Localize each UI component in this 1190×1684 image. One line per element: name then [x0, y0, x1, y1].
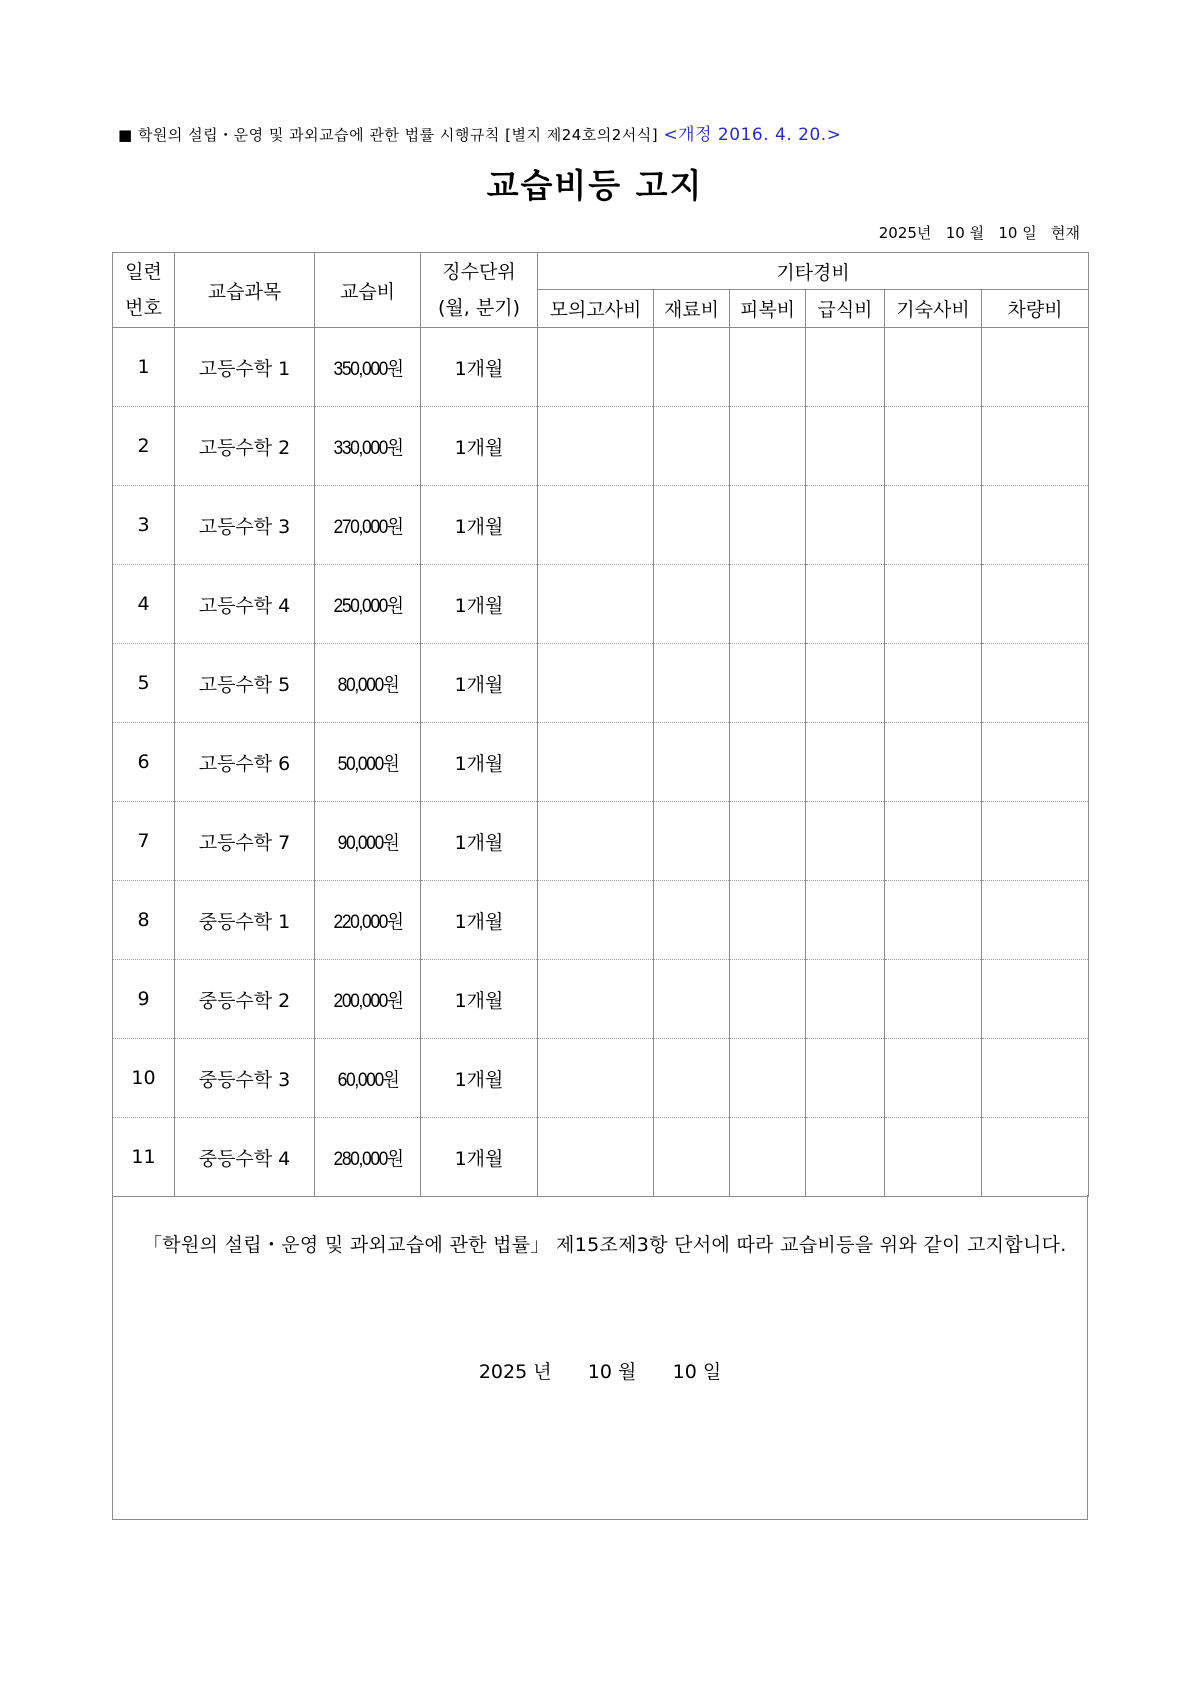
- row-other-expense-cell: [806, 565, 885, 644]
- revision-note: <개정 2016. 4. 20.>: [663, 125, 842, 145]
- row-other-expense-cell: [885, 960, 982, 1039]
- row-other-expense-cell: [982, 486, 1089, 565]
- legal-basis-text: ■ 학원의 설립・운영 및 과외교습에 관한 법률 시행규칙 [별지 제24호의2서식]: [118, 126, 659, 144]
- row-other-expense-cell: [806, 881, 885, 960]
- row-other-expense-cell: [806, 644, 885, 723]
- header-subject: 교습과목: [175, 253, 315, 328]
- row-other-expense-cell: [538, 960, 654, 1039]
- row-other-expense-cell: [654, 723, 730, 802]
- row-other-expense-cell: [538, 486, 654, 565]
- table-row: [113, 328, 1089, 407]
- row-serial-no: 4: [113, 565, 175, 644]
- row-other-expense-cell: [654, 802, 730, 881]
- row-subject: 고등수학 3: [175, 486, 315, 565]
- row-other-expense-cell: [538, 328, 654, 407]
- header-serial-no: 일련 번호: [113, 253, 175, 328]
- row-other-expense-cell: [885, 644, 982, 723]
- row-other-expense-cell: [806, 960, 885, 1039]
- row-other-expense-cell: [885, 407, 982, 486]
- row-subject: 중등수학 3: [175, 1039, 315, 1118]
- row-other-expense-cell: [982, 723, 1089, 802]
- row-other-expense-cell: [806, 723, 885, 802]
- row-other-expense-cell: [654, 1118, 730, 1197]
- row-other-expense-cell: [538, 802, 654, 881]
- header-other-expense-5: 차량비: [982, 290, 1089, 328]
- page-title: 교습비등 고지: [486, 166, 704, 205]
- legal-basis-header: [118, 120, 841, 145]
- table-row: [113, 723, 1089, 802]
- row-other-expense-cell: [982, 1039, 1089, 1118]
- row-other-expense-cell: [982, 565, 1089, 644]
- row-collection-unit: 1개월: [421, 881, 538, 960]
- row-collection-unit: 1개월: [421, 802, 538, 881]
- row-serial-no: 5: [113, 644, 175, 723]
- row-subject: 중등수학 1: [175, 881, 315, 960]
- row-other-expense-cell: [654, 644, 730, 723]
- row-serial-no: 3: [113, 486, 175, 565]
- row-other-expense-cell: [885, 565, 982, 644]
- notice-section: [112, 1195, 1088, 1520]
- row-other-expense-cell: [654, 565, 730, 644]
- row-other-expense-cell: [654, 407, 730, 486]
- row-other-expense-cell: [982, 960, 1089, 1039]
- row-other-expense-cell: [982, 328, 1089, 407]
- row-other-expense-cell: [654, 486, 730, 565]
- row-fee: 60,000원: [319, 1039, 417, 1118]
- row-subject: 중등수학 2: [175, 960, 315, 1039]
- row-serial-no: 6: [113, 723, 175, 802]
- row-fee: 350,000원: [319, 328, 417, 407]
- row-other-expense-cell: [730, 1039, 806, 1118]
- row-other-expense-cell: [885, 802, 982, 881]
- row-fee: 280,000원: [319, 1118, 417, 1197]
- table-row: [113, 486, 1089, 565]
- row-collection-unit: 1개월: [421, 1039, 538, 1118]
- row-other-expense-cell: [806, 328, 885, 407]
- row-collection-unit: 1개월: [421, 644, 538, 723]
- row-other-expense-cell: [730, 802, 806, 881]
- header-other-expense-1: 재료비: [654, 290, 730, 328]
- table-row: [113, 960, 1089, 1039]
- table-row: [113, 407, 1089, 486]
- row-other-expense-cell: [982, 802, 1089, 881]
- header-collection-unit: 징수단위 (월, 분기): [421, 253, 538, 328]
- row-other-expense-cell: [730, 723, 806, 802]
- row-other-expense-cell: [730, 960, 806, 1039]
- row-subject: 중등수학 4: [175, 1118, 315, 1197]
- row-other-expense-cell: [982, 644, 1089, 723]
- row-collection-unit: 1개월: [421, 328, 538, 407]
- row-other-expense-cell: [885, 1039, 982, 1118]
- row-other-expense-cell: [806, 802, 885, 881]
- header-other-expense-0: 모의고사비: [538, 290, 654, 328]
- row-other-expense-cell: [885, 486, 982, 565]
- row-other-expense-cell: [654, 328, 730, 407]
- header-other-expense-2: 피복비: [730, 290, 806, 328]
- notice-text: 「학원의 설립・운영 및 과외교습에 관한 법률」 제15조제3항 단서에 따라 교습비등을 위와 같이 고지합니다.: [143, 1234, 1067, 1256]
- row-collection-unit: 1개월: [421, 960, 538, 1039]
- row-other-expense-cell: [982, 1118, 1089, 1197]
- row-collection-unit: 1개월: [421, 486, 538, 565]
- row-fee: 200,000원: [319, 960, 417, 1039]
- row-other-expense-cell: [806, 1118, 885, 1197]
- row-subject: 고등수학 2: [175, 407, 315, 486]
- row-other-expense-cell: [730, 407, 806, 486]
- table-row: [113, 1118, 1089, 1197]
- row-other-expense-cell: [730, 644, 806, 723]
- as-of-date: 2025년 10 월 10 일 현재: [878, 224, 1080, 242]
- table-row: [113, 1039, 1089, 1118]
- row-other-expense-cell: [982, 407, 1089, 486]
- row-other-expense-cell: [538, 881, 654, 960]
- row-other-expense-cell: [730, 1118, 806, 1197]
- table-row: [113, 802, 1089, 881]
- row-other-expense-cell: [538, 407, 654, 486]
- row-serial-no: 7: [113, 802, 175, 881]
- header-other-expenses: 기타경비: [538, 253, 1089, 290]
- row-fee: 220,000원: [319, 881, 417, 960]
- row-subject: 고등수학 1: [175, 328, 315, 407]
- row-other-expense-cell: [654, 1039, 730, 1118]
- row-serial-no: 8: [113, 881, 175, 960]
- row-other-expense-cell: [730, 486, 806, 565]
- header-other-expense-4: 기숙사비: [885, 290, 982, 328]
- fee-table: [112, 252, 1089, 1197]
- row-other-expense-cell: [654, 881, 730, 960]
- row-serial-no: 1: [113, 328, 175, 407]
- row-other-expense-cell: [654, 960, 730, 1039]
- row-serial-no: 10: [113, 1039, 175, 1118]
- row-collection-unit: 1개월: [421, 723, 538, 802]
- row-other-expense-cell: [730, 328, 806, 407]
- row-collection-unit: 1개월: [421, 407, 538, 486]
- row-subject: 고등수학 7: [175, 802, 315, 881]
- row-other-expense-cell: [982, 881, 1089, 960]
- row-other-expense-cell: [885, 723, 982, 802]
- row-fee: 50,000원: [319, 723, 417, 802]
- row-other-expense-cell: [538, 565, 654, 644]
- row-other-expense-cell: [730, 881, 806, 960]
- row-other-expense-cell: [538, 644, 654, 723]
- row-collection-unit: 1개월: [421, 565, 538, 644]
- row-other-expense-cell: [730, 565, 806, 644]
- row-fee: 80,000원: [319, 644, 417, 723]
- row-other-expense-cell: [538, 723, 654, 802]
- row-serial-no: 9: [113, 960, 175, 1039]
- table-row: [113, 881, 1089, 960]
- row-subject: 고등수학 6: [175, 723, 315, 802]
- row-other-expense-cell: [806, 1039, 885, 1118]
- row-other-expense-cell: [538, 1039, 654, 1118]
- table-row: [113, 644, 1089, 723]
- row-serial-no: 2: [113, 407, 175, 486]
- row-other-expense-cell: [538, 1118, 654, 1197]
- row-fee: 330,000원: [319, 407, 417, 486]
- row-subject: 고등수학 4: [175, 565, 315, 644]
- row-other-expense-cell: [806, 407, 885, 486]
- header-other-expense-3: 급식비: [806, 290, 885, 328]
- row-other-expense-cell: [885, 328, 982, 407]
- row-fee: 250,000원: [319, 565, 417, 644]
- row-collection-unit: 1개월: [421, 1118, 538, 1197]
- row-other-expense-cell: [885, 881, 982, 960]
- notice-date: 2025 년 10 월 10 일: [478, 1361, 722, 1383]
- row-serial-no: 11: [113, 1118, 175, 1197]
- table-row: [113, 565, 1089, 644]
- row-other-expense-cell: [806, 486, 885, 565]
- row-other-expense-cell: [885, 1118, 982, 1197]
- row-fee: 90,000원: [319, 802, 417, 881]
- row-subject: 고등수학 5: [175, 644, 315, 723]
- header-fee: 교습비: [315, 253, 421, 328]
- row-fee: 270,000원: [319, 486, 417, 565]
